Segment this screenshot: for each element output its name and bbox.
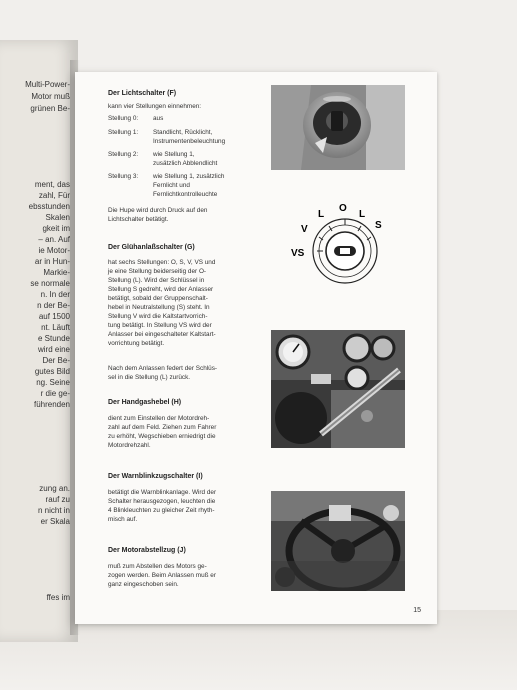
section-heading-hand-throttle: Der Handgashebel (H) <box>108 399 182 406</box>
left-page-text-line: ar in Hun- <box>34 257 70 266</box>
left-page-text-line: gkeit im <box>42 224 70 233</box>
position-key: Stellung 2: <box>108 151 139 158</box>
left-page-text-line: führenden <box>33 400 70 409</box>
left-page-text-line: gutes Bild <box>34 367 70 376</box>
left-page-text-line: zahl, Für <box>38 191 70 200</box>
text-line: Stellung (L). Wird der Schlüssel in <box>108 277 205 284</box>
left-page-text-line: zung an. <box>39 484 70 493</box>
text-line: Die Hupe wird durch Druck auf den <box>108 207 208 214</box>
text-line: misch auf. <box>108 516 138 523</box>
text-line: vorrichtung betätigt. <box>108 340 165 347</box>
text-line: zogen werden. Beim Anlassen muß er <box>108 572 216 579</box>
left-page-text-line: ng. Seine <box>36 378 70 387</box>
pull-switch-photo <box>271 491 405 591</box>
glow-switch-body-2 <box>108 364 217 382</box>
left-page-text-line: Skalen <box>45 213 70 222</box>
hand-throttle-photo <box>271 330 405 448</box>
left-page-text-line: n der Be- <box>37 301 70 310</box>
left-page-text-line: se normale <box>30 279 70 288</box>
pull-switch-photo-art <box>271 491 405 591</box>
left-page-text-line: r die ge- <box>40 389 70 398</box>
engine-stop-body <box>108 562 216 589</box>
hand-throttle-body <box>108 414 216 450</box>
text-line: Stellung S gedreht, wird der Anlasser <box>108 286 214 293</box>
text-line: betätigt, sobald der Gruppenschalt- <box>108 295 208 302</box>
diagram-label-l-right: L <box>359 209 366 220</box>
light-switch-intro: kann vier Stellungen einnehmen: <box>108 103 202 110</box>
section-heading-glow-switch: Der Glühanlaßschalter (G) <box>108 244 195 251</box>
position-key: Stellung 3: <box>108 173 139 180</box>
left-page-text-line: Der Be- <box>42 356 70 365</box>
left-page-text-line: er Skala <box>40 517 70 526</box>
text-line: Nach dem Anlassen federt der Schlüs- <box>108 365 218 372</box>
text-line: betätigt die Warnblinkanlage. Wird der <box>108 489 217 496</box>
left-page-text-line: – an. Auf <box>38 235 70 244</box>
position-value: wie Stellung 1, zusätzlich <box>153 173 225 180</box>
text-line: Lichtschalter betätigt. <box>108 216 169 223</box>
text-line: Schalter herausgezogen, leuchten die <box>108 498 216 505</box>
position-value: Instrumentenbeleuchtung <box>153 138 226 145</box>
light-switch-photo <box>271 85 405 170</box>
text-line: 4 Blinkleuchten zu gleicher Zeit rhyth- <box>108 507 215 514</box>
position-value: zusätzlich Abblendlicht <box>153 160 218 167</box>
diagram-label-s: S <box>375 220 382 231</box>
left-page-text-line: grünen Be- <box>30 104 70 113</box>
section-heading-hazard-switch: Der Warnblinkzugschalter (I) <box>108 473 203 480</box>
left-page-text-line: e Stunde <box>37 334 70 343</box>
position-value: Fernlicht und <box>153 182 190 189</box>
text-line: tung betätigt. In Stellung VS wird der <box>108 322 212 329</box>
manual-page <box>75 72 437 624</box>
diagram-label-l-left: L <box>318 209 325 220</box>
section-heading-light-switch: Der Lichtschalter (F) <box>108 90 177 97</box>
page-number: 15 <box>413 607 421 614</box>
diagram-label-v: V <box>301 224 308 235</box>
text-line: zahl auf dem Feld. Ziehen zum Fahrer <box>108 424 217 431</box>
text-line: dient zum Einstellen der Motordreh- <box>108 415 210 422</box>
left-page-text-line: ffes im <box>46 593 70 602</box>
position-key: Stellung 0: <box>108 115 139 122</box>
section-heading-engine-stop: Der Motorabstellzug (J) <box>108 547 186 554</box>
position-value: Fernlichtkontrolleuchte <box>153 191 218 198</box>
text-line: Stellung V wird die Kaltstartvorrich- <box>108 313 208 320</box>
previous-page <box>0 40 78 642</box>
text-line: Anlasser bei eingeschalteter Kaltstart- <box>108 331 216 338</box>
text-line: hebel in Neutralstellung (S) steht. In <box>108 304 210 311</box>
horn-note <box>108 206 207 224</box>
hazard-switch-body <box>108 488 216 524</box>
left-page-text-line: rauf zu <box>45 495 70 504</box>
text-line: Motordrehzahl. <box>108 442 151 449</box>
hand-throttle-photo-art <box>271 330 405 448</box>
text-line: ganz eingeschoben sein. <box>108 581 179 588</box>
position-value: aus <box>153 115 164 122</box>
left-page-text-line: n. In der <box>40 290 70 299</box>
position-value: Standlicht, Rücklicht, <box>153 129 213 136</box>
diagram-label-vs: VS <box>291 248 305 259</box>
ignition-switch-diagram <box>291 203 389 293</box>
left-page-text-line: nt. Läuft <box>41 323 70 332</box>
left-page-text-line: Multi-Power- <box>25 80 70 89</box>
diagram-label-o: O <box>339 203 347 214</box>
left-page-text-line: wird eine <box>37 345 70 354</box>
position-key: Stellung 1: <box>108 129 139 136</box>
left-page-text-line: auf 1500 <box>38 312 70 321</box>
left-page-text-line: ie Motor- <box>38 246 70 255</box>
left-page-text-line: ment, das <box>34 180 70 189</box>
text-line: muß zum Abstellen des Motors ge- <box>108 563 207 570</box>
position-value: wie Stellung 1, <box>153 151 195 158</box>
glow-switch-body <box>108 258 216 348</box>
left-page-text-line: n nicht in <box>37 506 70 515</box>
left-page-text-line: Markie- <box>43 268 70 277</box>
light-switch-photo-art <box>271 85 405 170</box>
text-line: zu erhöht, Wegschieben erniedrigt die <box>108 433 216 440</box>
left-page-text-line: Motor muß <box>31 92 70 101</box>
text-line: sel in die Stellung (L) zurück. <box>108 374 191 381</box>
text-line: hat sechs Stellungen: O, S, V, VS und <box>108 259 216 266</box>
text-line: je eine Stellung beiderseitig der O- <box>108 268 207 275</box>
left-page-text-line: ebsstunden <box>28 202 70 211</box>
